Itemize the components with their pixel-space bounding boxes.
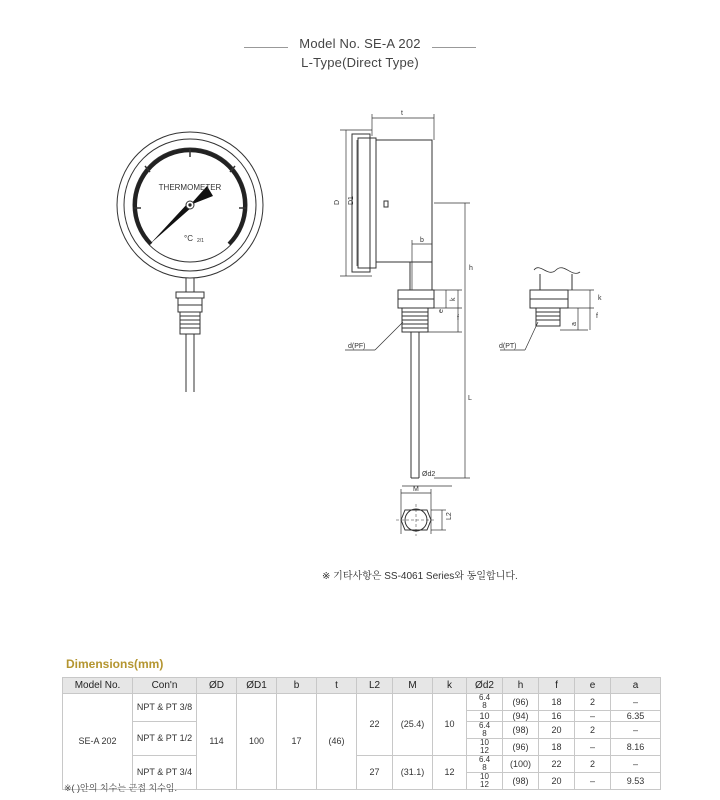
th-h: h bbox=[503, 678, 539, 694]
label-b: b bbox=[420, 237, 424, 244]
type-title: L-Type(Direct Type) bbox=[301, 55, 419, 70]
label-d2: Ød2 bbox=[422, 471, 436, 478]
table-footnote: ※( )안의 치수는 근접 치수임. bbox=[64, 783, 177, 793]
table-row bbox=[63, 756, 661, 773]
th-f: f bbox=[539, 678, 575, 694]
cell-conn-1: NPT & PT 3/8 bbox=[133, 694, 197, 722]
cell-h: (96) bbox=[503, 694, 539, 711]
cell-e: 2 bbox=[575, 722, 611, 739]
th-model: Model No. bbox=[63, 678, 133, 694]
cell-d2: 6.4 8 bbox=[467, 694, 503, 711]
label-k: k bbox=[450, 297, 457, 301]
pt-connection-detail bbox=[500, 268, 594, 350]
cell-model: SE-A 202 bbox=[63, 694, 133, 790]
label-h: h bbox=[469, 265, 473, 272]
note: ※ 기타사항은 SS-4061 Series와 동일합니다. bbox=[322, 571, 518, 582]
label-L2: L2 bbox=[446, 512, 453, 520]
label-f: f bbox=[457, 315, 459, 322]
cell-e: 2 bbox=[575, 756, 611, 773]
cell-f: 20 bbox=[539, 722, 575, 739]
label-t: t bbox=[401, 110, 403, 117]
cell-a: 9.53 bbox=[611, 773, 661, 790]
cell-t: (46) bbox=[317, 694, 357, 790]
cell-L2-1: 22 bbox=[357, 694, 393, 756]
cell-M-1: (25.4) bbox=[393, 694, 433, 756]
cell-d2: 10 12 bbox=[467, 739, 503, 756]
cell-h: (100) bbox=[503, 756, 539, 773]
model-title: Model No. SE-A 202 bbox=[299, 36, 421, 51]
th-a: a bbox=[611, 678, 661, 694]
th-t: t bbox=[317, 678, 357, 694]
label-D1: D1 bbox=[348, 196, 355, 205]
cell-b: 17 bbox=[277, 694, 317, 790]
cell-e: – bbox=[575, 711, 611, 722]
cell-h: (98) bbox=[503, 722, 539, 739]
cell-f: 18 bbox=[539, 694, 575, 711]
cell-h: (96) bbox=[503, 739, 539, 756]
label-D: D bbox=[334, 199, 341, 205]
cell-f: 22 bbox=[539, 756, 575, 773]
cell-e: – bbox=[575, 739, 611, 756]
table-row bbox=[63, 694, 661, 711]
th-b: b bbox=[277, 678, 317, 694]
th-M: M bbox=[393, 678, 433, 694]
dial-small: 2/1 bbox=[197, 238, 204, 244]
cell-f: 18 bbox=[539, 739, 575, 756]
gauge-front-view bbox=[117, 132, 263, 392]
label-M: M bbox=[413, 486, 419, 493]
cell-e: 2 bbox=[575, 694, 611, 711]
label-dPT: d(PT) bbox=[499, 343, 517, 350]
cell-f: 16 bbox=[539, 711, 575, 722]
cell-a: 8.16 bbox=[611, 739, 661, 756]
label-e: e bbox=[438, 309, 445, 313]
dimensions-title: Dimensions(mm) bbox=[66, 657, 164, 671]
dial-unit: °C bbox=[184, 234, 193, 243]
th-e: e bbox=[575, 678, 611, 694]
cell-k-2: 12 bbox=[433, 756, 467, 790]
label-k-pt: k bbox=[598, 295, 602, 302]
label-a: a bbox=[571, 322, 578, 326]
dial-text: THERMOMETER bbox=[158, 183, 222, 192]
table-header-row bbox=[63, 678, 661, 694]
cell-d2: 10 12 bbox=[467, 773, 503, 790]
cell-d2: 10 bbox=[467, 711, 503, 722]
cell-conn-3: NPT & PT 3/4 bbox=[133, 756, 197, 790]
cell-M-2: (31.1) bbox=[393, 756, 433, 790]
cell-a: – bbox=[611, 722, 661, 739]
cell-d2: 6.4 8 bbox=[467, 756, 503, 773]
cell-a: 6.35 bbox=[611, 711, 661, 722]
gauge-side-view bbox=[340, 114, 470, 536]
cell-f: 20 bbox=[539, 773, 575, 790]
th-D1: ØD1 bbox=[237, 678, 277, 694]
label-dPF: d(PF) bbox=[348, 343, 366, 350]
cell-e: – bbox=[575, 773, 611, 790]
label-L: L bbox=[468, 395, 472, 402]
cell-a: – bbox=[611, 756, 661, 773]
cell-d2: 6.4 8 bbox=[467, 722, 503, 739]
cell-h: (94) bbox=[503, 711, 539, 722]
dimensions-table bbox=[62, 677, 661, 790]
cell-L2-2: 27 bbox=[357, 756, 393, 790]
th-d2: Ød2 bbox=[467, 678, 503, 694]
th-D: ØD bbox=[197, 678, 237, 694]
label-f-pt: f bbox=[596, 313, 598, 320]
cell-a: – bbox=[611, 694, 661, 711]
th-k: k bbox=[433, 678, 467, 694]
cell-D: 114 bbox=[197, 694, 237, 790]
cell-conn-2: NPT & PT 1/2 bbox=[133, 722, 197, 756]
th-conn: Con'n bbox=[133, 678, 197, 694]
th-L2: L2 bbox=[357, 678, 393, 694]
cell-h: (98) bbox=[503, 773, 539, 790]
cell-k-1: 10 bbox=[433, 694, 467, 756]
cell-D1: 100 bbox=[237, 694, 277, 790]
